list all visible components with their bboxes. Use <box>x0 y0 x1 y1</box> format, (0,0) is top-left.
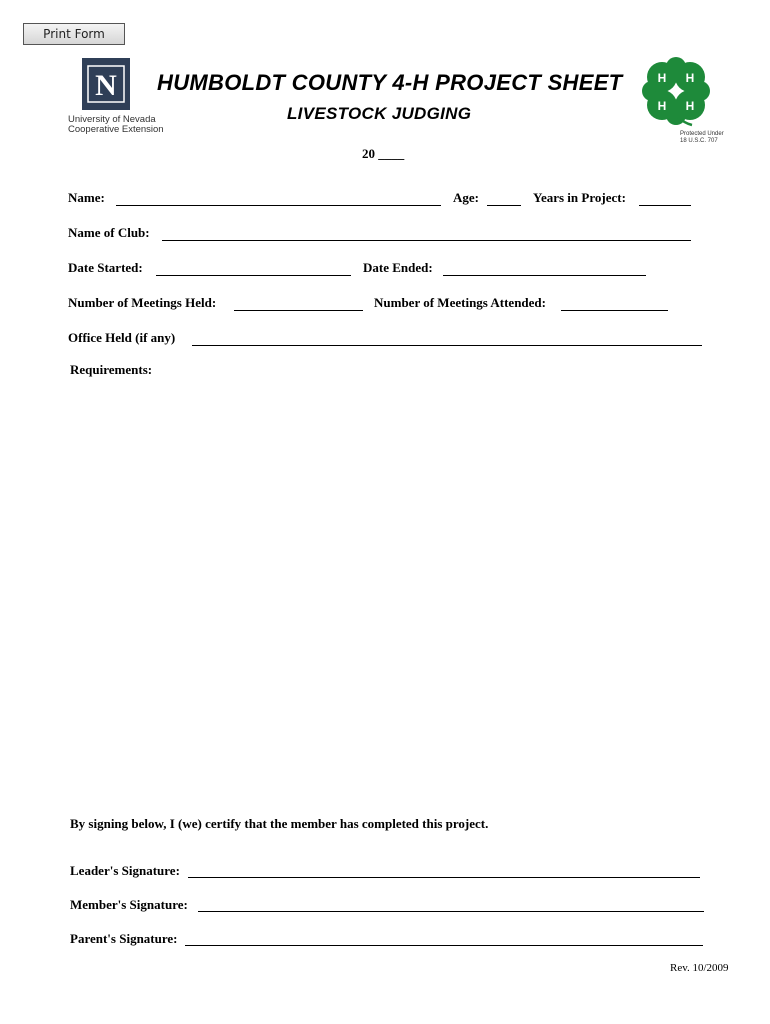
caption-line-2: Cooperative Extension <box>68 124 164 135</box>
requirements-area[interactable] <box>70 385 700 795</box>
n-logo-icon <box>86 64 126 104</box>
university-caption <box>68 115 168 135</box>
date-started-field[interactable] <box>156 275 351 276</box>
years-in-project-label: Years in Project: <box>533 190 626 205</box>
parent-signature-label: Parent's Signature: <box>70 931 178 946</box>
svg-text:H: H <box>685 99 695 113</box>
page-subtitle: LIVESTOCK JUDGING <box>287 104 472 123</box>
page-title: HUMBOLDT COUNTY 4-H PROJECT SHEET <box>157 70 623 95</box>
year-field[interactable]: 20 ____ <box>362 146 405 161</box>
office-field[interactable] <box>192 345 702 346</box>
name-field[interactable] <box>116 205 441 206</box>
print-form-button[interactable]: Print Form <box>23 23 125 45</box>
meetings-attended-field[interactable] <box>561 310 668 311</box>
svg-text:N: N <box>95 69 117 102</box>
protected-notice <box>680 131 724 145</box>
svg-text:H: H <box>657 99 667 113</box>
meetings-held-field[interactable] <box>234 310 363 311</box>
office-label: Office Held (if any) <box>68 330 176 345</box>
svg-text:H: H <box>657 71 667 85</box>
caption-line-1: University of Nevada <box>68 114 156 125</box>
leader-signature-label: Leader's Signature: <box>70 863 180 878</box>
four-h-clover-icon <box>640 55 712 127</box>
date-started-label: Date Started: <box>68 260 143 275</box>
parent-signature-field[interactable] <box>185 945 703 946</box>
member-signature-field[interactable] <box>198 911 704 912</box>
age-field[interactable] <box>487 205 521 206</box>
name-label: Name: <box>68 190 105 205</box>
requirements-label: Requirements: <box>70 362 153 377</box>
svg-text:H: H <box>685 71 695 85</box>
revision-note: Rev. 10/2009 <box>670 962 729 974</box>
meetings-attended-label: Number of Meetings Attended: <box>374 295 546 310</box>
years-in-project-field[interactable] <box>639 205 691 206</box>
protected-line-2: 18 U.S.C. 707 <box>680 138 718 144</box>
date-ended-label: Date Ended: <box>363 260 433 275</box>
club-label: Name of Club: <box>68 225 150 240</box>
club-field[interactable] <box>162 240 691 241</box>
certification-statement: By signing below, I (we) certify that the member has completed this project. <box>70 816 489 831</box>
university-logo <box>82 58 130 110</box>
member-signature-label: Member's Signature: <box>70 897 188 912</box>
meetings-held-label: Number of Meetings Held: <box>68 295 217 310</box>
age-label: Age: <box>453 190 479 205</box>
leader-signature-field[interactable] <box>188 877 700 878</box>
protected-line-1: Protected Under <box>680 131 724 137</box>
date-ended-field[interactable] <box>443 275 646 276</box>
